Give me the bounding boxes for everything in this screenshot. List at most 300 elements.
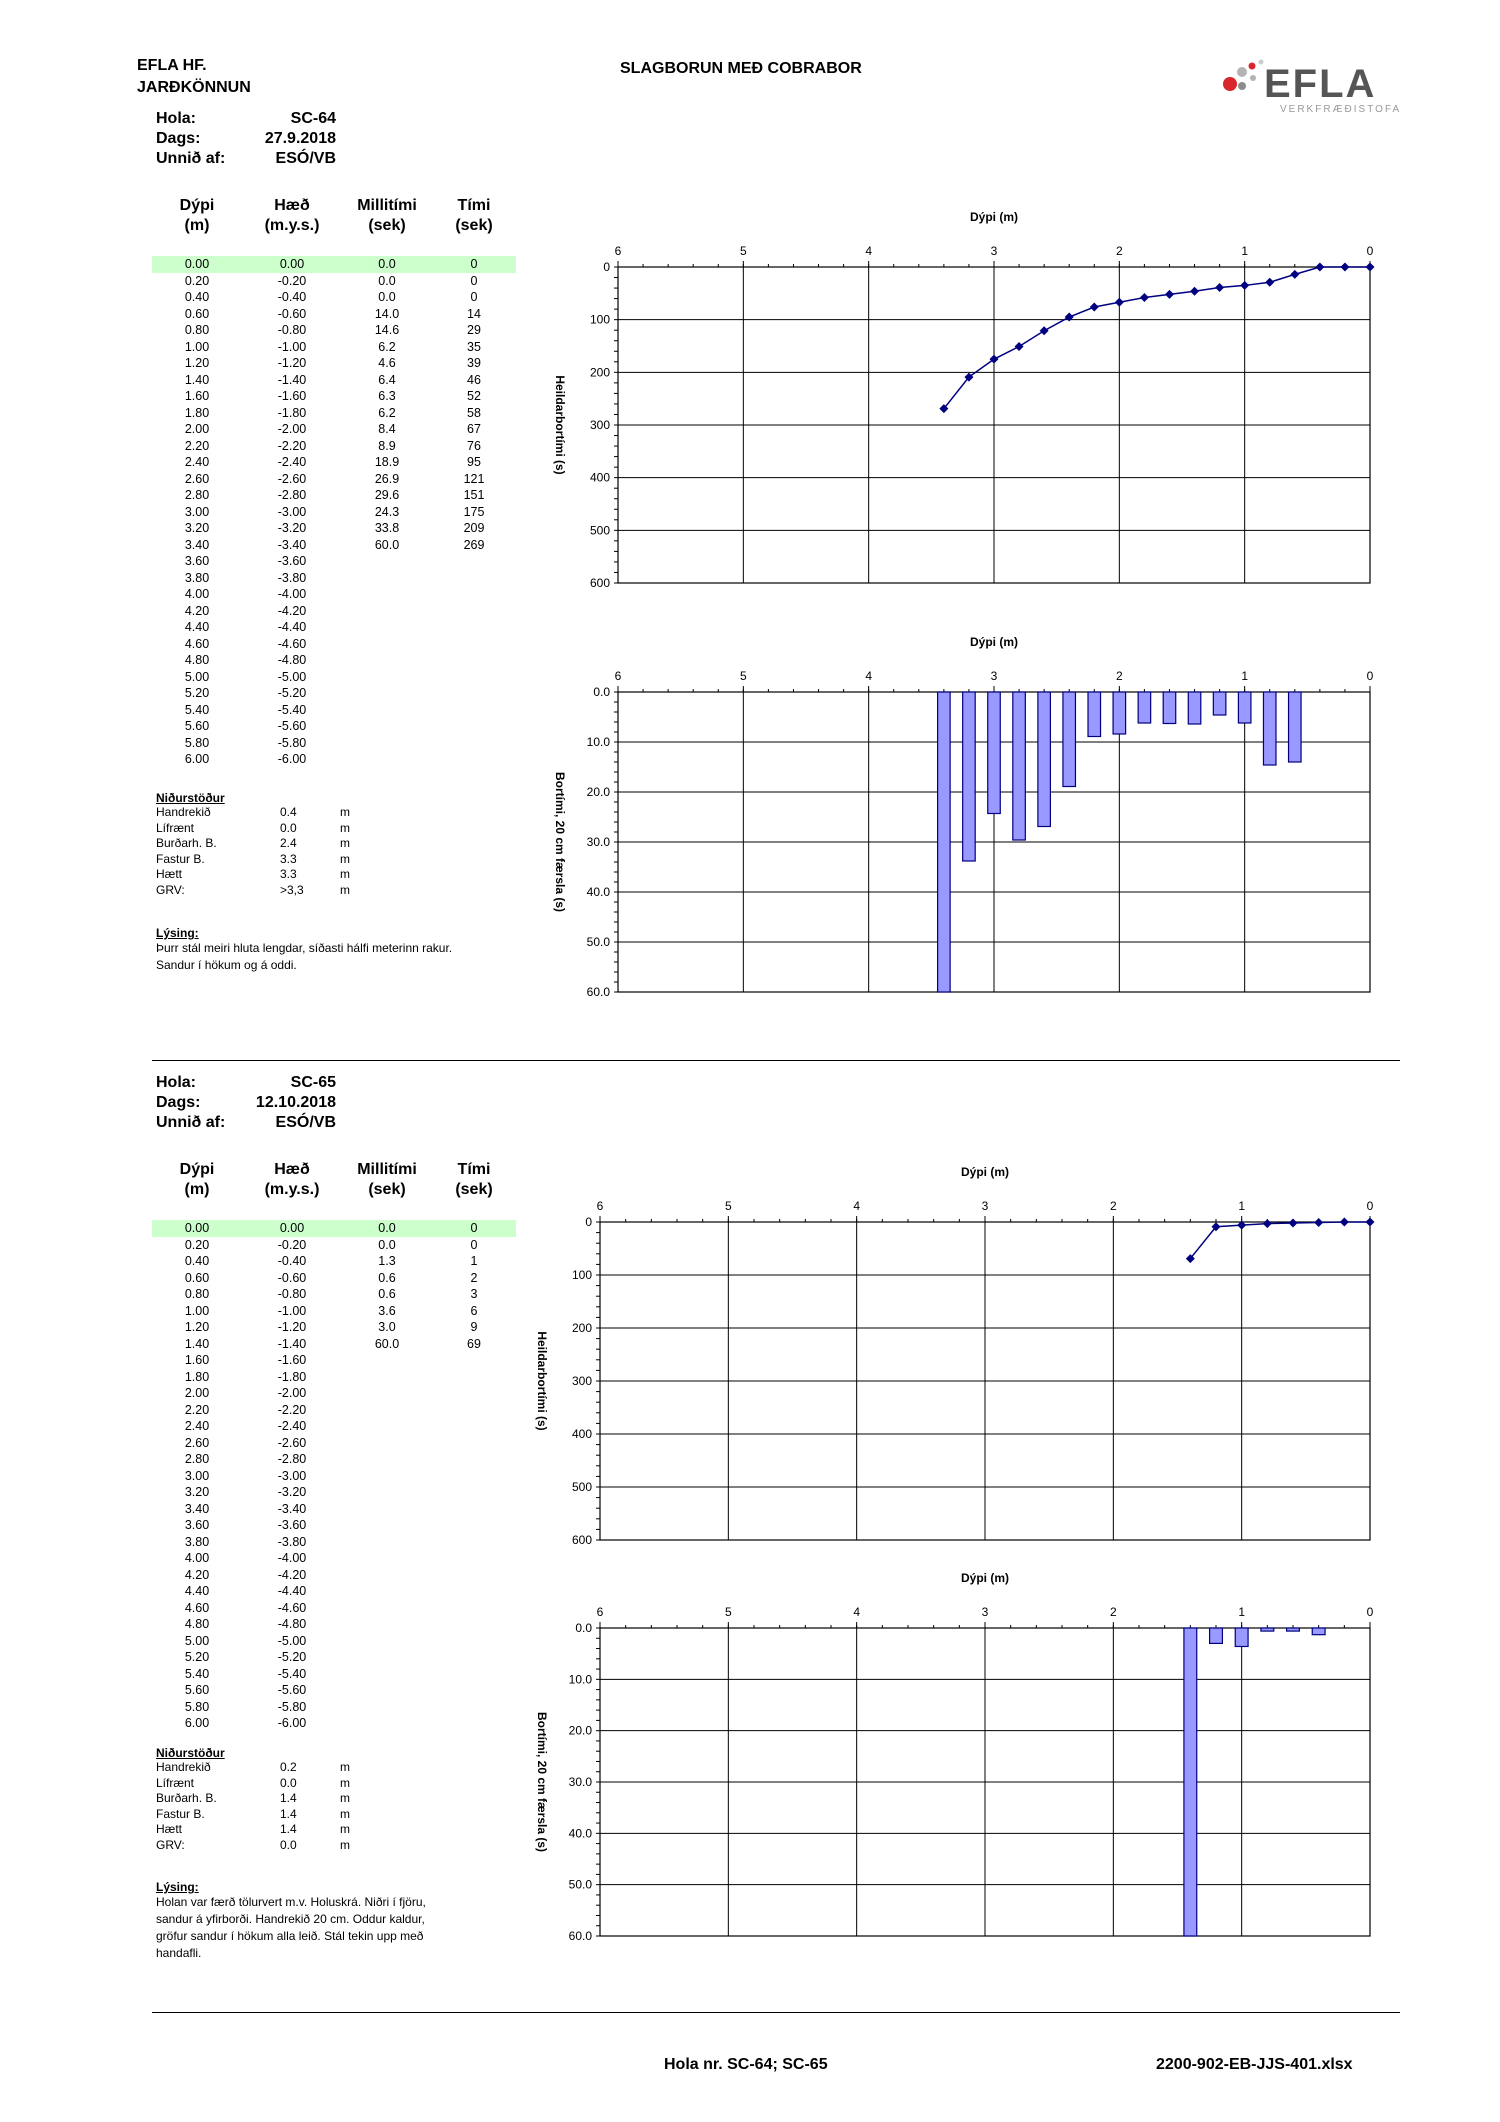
y-tick-label: 200	[589, 365, 610, 380]
elevation-cell: -0.80	[277, 323, 307, 337]
split-time-cell	[342, 652, 432, 669]
data-point	[1265, 278, 1274, 287]
depth-cell: 5.80	[184, 735, 210, 750]
elevation-cell: -2.20	[277, 1402, 307, 1417]
data-point	[1065, 313, 1074, 322]
split-time-cell	[342, 1501, 432, 1518]
depth-cell: 1.40	[184, 372, 210, 387]
result-label: Hætt	[156, 867, 183, 881]
elevation-cell: -4.40	[277, 1584, 307, 1598]
y-tick-label: 60.0	[586, 985, 610, 999]
depth-cell: 5.20	[184, 686, 210, 700]
depth-cell: 3.20	[184, 521, 210, 535]
total-time-cell: 0	[470, 290, 478, 304]
y-axis-title: Bortími, 20 cm færsla (s)	[535, 1711, 549, 1853]
x-tick-label: 1	[1238, 1199, 1246, 1213]
result-label: Handrekið	[156, 1760, 211, 1774]
table-row	[152, 636, 516, 653]
y-tick-label: 100	[571, 1268, 592, 1282]
data-point	[1366, 1218, 1375, 1227]
by-label: Unnið af:	[156, 150, 226, 167]
y-tick-label: 0	[585, 1215, 592, 1229]
depth-cell: 3.40	[184, 537, 210, 552]
data-point	[1115, 298, 1124, 307]
result-row	[156, 1822, 380, 1838]
elevation-cell: -1.80	[277, 1369, 307, 1384]
depth-cell: 0.00	[152, 256, 242, 273]
total-time-cell: 52	[467, 389, 481, 403]
data-point	[1340, 1218, 1349, 1227]
split-time-cell: 60.0	[374, 1336, 400, 1351]
elevation-cell: -2.60	[277, 1435, 307, 1450]
x-tick-label: 3	[981, 1605, 989, 1619]
hole-label: Hola:	[156, 1074, 196, 1091]
data-point	[1366, 263, 1375, 272]
bar	[963, 692, 976, 861]
x-tick-label: 5	[724, 1605, 732, 1619]
depth-cell: 1.80	[184, 405, 210, 420]
table-row	[152, 1633, 516, 1650]
result-label: Lífrænt	[156, 820, 195, 835]
table-row	[152, 1319, 516, 1336]
bar	[988, 692, 1001, 814]
depth-cell: 5.00	[184, 669, 210, 684]
split-time-cell: 24.3	[374, 504, 400, 519]
depth-cell: 1.00	[184, 339, 210, 354]
result-row	[156, 883, 380, 899]
table-row	[152, 537, 516, 554]
elevation-cell: -6.00	[277, 1716, 307, 1730]
elevation-cell: -1.60	[277, 1353, 307, 1367]
depth-cell: 3.60	[184, 554, 210, 568]
total-time-cell: 269	[463, 537, 485, 552]
depth-cell: 0.20	[184, 273, 210, 288]
table-row	[152, 652, 516, 669]
result-label: Lífrænt	[156, 1775, 195, 1790]
split-time-cell: 0.0	[342, 256, 432, 273]
split-time-cell	[342, 1369, 432, 1386]
logo-dots-icon	[1220, 56, 1268, 96]
depth-cell: 0.80	[184, 1287, 210, 1301]
result-row	[156, 1838, 380, 1854]
x-tick-label: 4	[865, 244, 873, 258]
total-time-cell: 6	[470, 1303, 478, 1318]
y-tick-label: 600	[571, 1533, 592, 1547]
x-tick-label: 0	[1366, 244, 1374, 258]
y-tick-label: 30.0	[568, 1775, 592, 1789]
depth-cell: 1.40	[184, 1336, 210, 1351]
total-time-cell: 58	[467, 405, 481, 420]
data-point	[1215, 283, 1224, 292]
split-time-cell: 3.6	[378, 1303, 396, 1318]
result-unit: m	[340, 820, 350, 835]
efla-logo	[1220, 56, 1402, 120]
logo-subtext: VERKFRÆÐISTOFA	[1280, 104, 1402, 115]
total-time-cell: 39	[467, 356, 481, 370]
description-heading: Lýsing:	[156, 1880, 199, 1894]
hole-meta	[156, 1074, 336, 1134]
hole-date: 12.10.2018	[255, 1094, 336, 1111]
table-row	[152, 619, 516, 636]
split-time-cell: 60.0	[374, 537, 400, 552]
description-heading: Lýsing:	[156, 926, 199, 940]
split-time-cell	[342, 685, 432, 702]
table-row	[152, 1303, 516, 1320]
data-point	[1340, 263, 1349, 272]
bar	[1210, 1628, 1223, 1643]
description-line: Holan var færð tölurvert m.v. Holuskrá. Niðri í fjöru,	[156, 1895, 426, 1909]
total-time-cell: 67	[467, 422, 481, 436]
result-row	[156, 1807, 380, 1823]
elevation-cell: -5.60	[277, 719, 307, 733]
elevation-cell: -0.80	[277, 1287, 307, 1301]
elevation-cell: -2.60	[277, 471, 307, 486]
elevation-cell: -5.00	[277, 1633, 307, 1648]
x-tick-label: 0	[1366, 669, 1374, 683]
split-time-cell	[342, 1567, 432, 1584]
y-tick-label: 100	[589, 312, 610, 327]
table-row	[152, 1451, 516, 1468]
data-point	[1190, 287, 1199, 296]
total-time-cell: 0	[470, 273, 478, 288]
table-row	[152, 1550, 516, 1567]
table-row	[152, 1517, 516, 1534]
x-tick-label: 2	[1115, 244, 1123, 258]
split-time-cell	[342, 1649, 432, 1666]
x-tick-label: 6	[614, 669, 622, 683]
split-time-cell	[342, 1550, 432, 1567]
table-row	[152, 504, 516, 521]
table-row	[152, 1468, 516, 1485]
x-tick-label: 0	[1366, 1199, 1374, 1213]
depth-cell: 1.80	[184, 1369, 210, 1384]
elevation-cell: -4.00	[277, 587, 307, 601]
description-line: sandur á yfirborði. Handrekið 20 cm. Oddur kaldur,	[156, 1912, 425, 1926]
depth-cell: 1.60	[184, 389, 210, 403]
depth-cell: 3.60	[184, 1518, 210, 1532]
elevation-cell: -4.80	[277, 1617, 307, 1631]
split-time-cell: 0.6	[378, 1270, 396, 1285]
result-label: GRV:	[156, 1837, 185, 1852]
result-value: 3.3	[280, 867, 297, 881]
depth-cell: 4.80	[184, 1617, 210, 1631]
split-time-cell	[342, 1484, 432, 1501]
split-time-cell	[342, 702, 432, 719]
divider	[152, 1060, 1400, 1061]
total-time-cell: 0	[432, 1220, 516, 1237]
result-row	[156, 867, 380, 883]
total-time-cell: 9	[470, 1320, 478, 1334]
y-tick-label: 50.0	[586, 935, 610, 949]
depth-cell: 5.20	[184, 1650, 210, 1664]
company-name: EFLA HF.	[137, 57, 207, 74]
table-row	[152, 322, 516, 339]
elevation-cell: -3.00	[277, 1468, 307, 1483]
x-axis-title: Dýpi (m)	[961, 1571, 1009, 1585]
depth-cell: 4.20	[184, 603, 210, 618]
bar	[1063, 692, 1076, 787]
table-row	[152, 372, 516, 389]
elevation-cell: -1.40	[277, 1336, 307, 1351]
split-time-cell: 8.9	[378, 438, 396, 453]
table-row	[152, 702, 516, 719]
result-value: 0.2	[280, 1760, 297, 1774]
y-tick-label: 60.0	[568, 1929, 592, 1943]
depth-cell: 0.00	[152, 1220, 242, 1237]
elevation-cell: -2.20	[277, 438, 307, 453]
total-time-cell: 29	[467, 323, 481, 337]
split-time-cell	[342, 1715, 432, 1732]
result-unit: m	[340, 1775, 350, 1790]
y-tick-label: 0.0	[575, 1621, 592, 1635]
depth-cell: 4.60	[184, 1600, 210, 1615]
split-time-cell: 6.3	[378, 389, 396, 403]
elevation-cell: -3.80	[277, 570, 307, 585]
table-row	[152, 421, 516, 438]
results-heading: Niðurstöður	[156, 1746, 225, 1760]
data-point	[1090, 303, 1099, 312]
split-time-cell	[342, 1666, 432, 1683]
split-time-cell: 8.4	[378, 422, 396, 436]
depth-cell: 0.60	[184, 306, 210, 321]
data-point	[1140, 293, 1149, 302]
result-row	[156, 805, 380, 821]
x-tick-label: 3	[981, 1199, 989, 1213]
elevation-cell: -5.40	[277, 702, 307, 717]
split-time-cell: 33.8	[374, 521, 400, 535]
table-row	[152, 586, 516, 603]
split-time-cell: 0.0	[378, 273, 396, 288]
elevation-cell: -5.80	[277, 1699, 307, 1714]
table-row	[152, 1418, 516, 1435]
elevation-cell: -5.20	[277, 686, 307, 700]
y-tick-label: 400	[589, 470, 610, 485]
data-point	[1290, 270, 1299, 279]
result-label: Hætt	[156, 1822, 183, 1836]
table-row	[152, 1484, 516, 1501]
split-time-cell	[342, 1385, 432, 1402]
page-title: SLAGBORUN MEÐ COBRABOR	[620, 60, 862, 77]
elevation-cell: -2.40	[277, 455, 307, 469]
table-row	[152, 1616, 516, 1633]
elevation-cell: -0.60	[277, 306, 307, 321]
x-tick-label: 2	[1109, 1605, 1117, 1619]
split-time-cell	[342, 751, 432, 768]
result-unit: m	[340, 805, 350, 819]
table-row	[152, 1286, 516, 1303]
hole-label: Hola:	[156, 110, 196, 127]
table-row	[152, 1336, 516, 1353]
result-value: 0.0	[280, 820, 297, 835]
table-row	[152, 1435, 516, 1452]
y-tick-label: 20.0	[568, 1723, 592, 1738]
elevation-cell: -3.40	[277, 1501, 307, 1516]
depth-cell: 2.60	[184, 471, 210, 486]
bar	[1263, 692, 1276, 765]
total-time-cell: 14	[467, 306, 481, 321]
table-row	[152, 355, 516, 372]
bar	[1184, 1628, 1197, 1936]
col-time: Tími	[457, 1161, 491, 1178]
data-point	[1015, 342, 1024, 351]
description-block	[156, 926, 536, 974]
elevation-cell: -5.60	[277, 1683, 307, 1697]
split-time-cell	[342, 718, 432, 735]
results-block	[156, 1746, 396, 1853]
bar	[1235, 1628, 1248, 1646]
split-time-cell	[342, 669, 432, 686]
elevation-cell: -0.20	[277, 1237, 307, 1252]
elevation-cell: -3.80	[277, 1534, 307, 1549]
x-tick-label: 5	[739, 669, 747, 683]
footer-file: 2200-902-EB-JJS-401.xlsx	[1156, 2056, 1353, 2073]
split-time-cell	[342, 553, 432, 570]
col-split: Millitími	[357, 1161, 417, 1178]
description-line: gröfur sandur í hökum alla leið. Stál tekin upp með	[156, 1929, 424, 1943]
y-tick-label: 300	[571, 1374, 592, 1388]
depth-cell: 2.40	[184, 455, 210, 469]
bar	[1013, 692, 1026, 840]
hole-date: 27.9.2018	[264, 130, 336, 147]
y-axis-title: Bortími, 20 cm færsla (s)	[553, 771, 567, 913]
date-label: Dags:	[156, 130, 201, 147]
bar	[1188, 692, 1201, 724]
elevation-cell: -4.20	[277, 603, 307, 618]
split-time-cell: 14.0	[374, 306, 400, 321]
depth-cell: 2.60	[184, 1435, 210, 1450]
elevation-cell: -1.20	[277, 356, 307, 370]
table-row	[152, 1715, 516, 1732]
depth-cell: 2.40	[184, 1419, 210, 1433]
table-row	[152, 1600, 516, 1617]
table-row	[152, 273, 516, 290]
results-heading: Niðurstöður	[156, 791, 225, 805]
hole-id: SC-65	[290, 1074, 336, 1091]
y-tick-label: 40.0	[586, 885, 610, 899]
elevation-cell: -5.40	[277, 1666, 307, 1681]
bar	[1289, 692, 1302, 762]
x-axis-title: Dýpi (m)	[961, 1165, 1009, 1179]
result-label: Burðarh. B.	[156, 836, 217, 850]
y-tick-label: 500	[571, 1480, 592, 1494]
col-time: Tími	[457, 197, 491, 214]
result-unit: m	[340, 1760, 350, 1774]
table-row	[152, 438, 516, 455]
col-elev-unit: (m.y.s.)	[264, 217, 320, 234]
elevation-cell: -4.00	[277, 1551, 307, 1565]
bar	[1287, 1628, 1300, 1631]
total-time-cell: 151	[463, 488, 485, 502]
elevation-cell: -4.80	[277, 653, 307, 667]
x-tick-label: 3	[990, 669, 998, 683]
elevation-cell: -3.60	[277, 554, 307, 568]
x-tick-label: 5	[739, 244, 747, 258]
elevation-cell: -6.00	[277, 752, 307, 766]
results-block	[156, 791, 396, 898]
split-time-cell	[342, 735, 432, 752]
table-row	[152, 256, 516, 273]
y-axis-title: Heildarbortími (s)	[553, 375, 567, 475]
col-elev-unit: (m.y.s.)	[264, 1181, 320, 1198]
split-time-cell: 18.9	[374, 455, 400, 469]
divider	[152, 2012, 1400, 2013]
split-time-cell	[342, 636, 432, 653]
total-time-cell: 35	[467, 339, 481, 354]
split-time-cell: 26.9	[374, 471, 400, 486]
y-tick-label: 40.0	[568, 1826, 592, 1841]
table-row	[152, 1402, 516, 1419]
x-tick-label: 6	[596, 1605, 604, 1619]
result-unit: m	[340, 1791, 350, 1805]
table-row	[152, 1352, 516, 1369]
table-row	[152, 751, 516, 768]
table-row	[152, 1501, 516, 1518]
depth-cell: 6.00	[184, 1716, 210, 1730]
data-point	[1314, 1218, 1323, 1227]
split-time-cell: 29.6	[374, 488, 400, 502]
table-row	[152, 1237, 516, 1254]
table-row	[152, 388, 516, 405]
result-value: 1.4	[280, 1791, 297, 1805]
depth-cell: 0.40	[184, 1254, 210, 1268]
col-depth: Dýpi	[179, 197, 215, 214]
split-time-cell	[342, 1616, 432, 1633]
elevation-cell: -1.00	[277, 1303, 307, 1318]
y-tick-label: 400	[571, 1427, 592, 1441]
table-row	[152, 1583, 516, 1600]
col-time-unit: (sek)	[455, 1181, 493, 1198]
split-time-cell	[342, 619, 432, 636]
split-time-cell	[342, 586, 432, 603]
result-value: 3.3	[280, 851, 297, 866]
bar	[1038, 692, 1051, 827]
hole-by: ESÓ/VB	[275, 150, 336, 167]
x-axis-title: Dýpi (m)	[970, 635, 1018, 649]
description-block	[156, 1880, 536, 1962]
x-tick-label: 1	[1238, 1605, 1246, 1619]
chart-total-time-sc64	[500, 195, 1390, 605]
depth-cell: 1.20	[184, 356, 210, 370]
elevation-cell: -3.20	[277, 521, 307, 535]
elevation-cell: -4.20	[277, 1567, 307, 1582]
col-time-unit: (sek)	[455, 217, 493, 234]
x-tick-label: 1	[1241, 669, 1249, 683]
footer-holes: Hola nr. SC-64; SC-65	[664, 2056, 828, 2073]
elevation-cell: -4.60	[277, 636, 307, 651]
result-value: >3,3	[280, 882, 304, 897]
split-time-cell	[342, 1435, 432, 1452]
elevation-cell: -0.20	[277, 273, 307, 288]
depth-cell: 5.60	[184, 1683, 210, 1697]
elevation-cell: -2.00	[277, 1386, 307, 1400]
table-row	[152, 487, 516, 504]
x-tick-label: 5	[724, 1199, 732, 1213]
table-row	[152, 553, 516, 570]
result-value: 0.0	[280, 1775, 297, 1790]
depth-cell: 4.20	[184, 1567, 210, 1582]
x-tick-label: 4	[853, 1605, 861, 1619]
result-unit: m	[340, 867, 350, 881]
total-time-cell: 121	[463, 471, 485, 486]
depth-cell: 1.60	[184, 1353, 210, 1367]
table-row	[152, 1649, 516, 1666]
total-time-cell: 69	[467, 1336, 481, 1351]
depth-cell: 3.00	[184, 504, 210, 519]
x-tick-label: 4	[853, 1199, 861, 1213]
result-unit: m	[340, 1837, 350, 1852]
elevation-cell: -0.40	[277, 290, 307, 304]
result-unit: m	[340, 836, 350, 850]
